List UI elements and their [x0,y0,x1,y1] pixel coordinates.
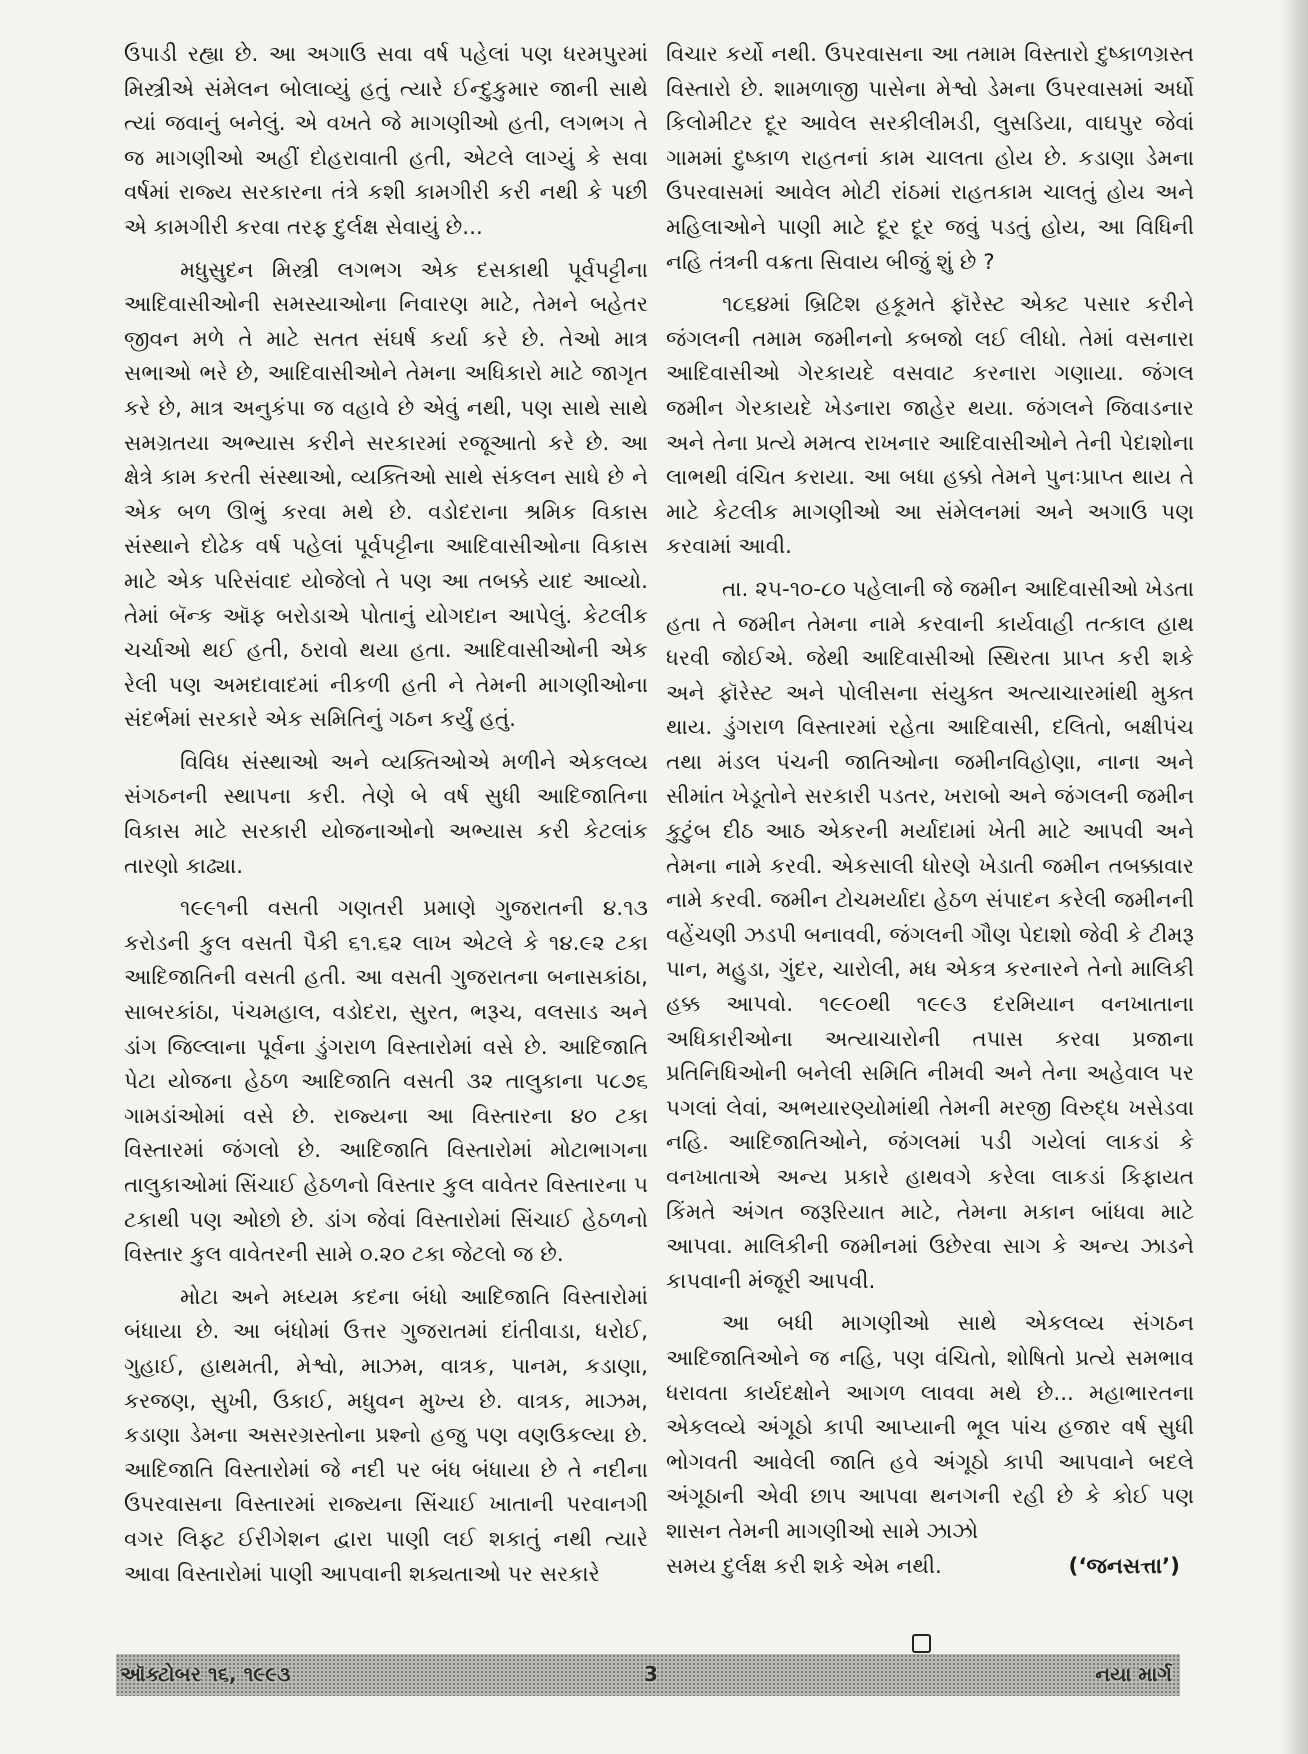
issue-date: ઑક્ટોબર ૧૬, ૧૯૯૩ [120,1662,291,1686]
right-paragraph-4-last-line: સમય દુર્લક્ષ કરી શકે એમ નથી. [666,1553,942,1579]
right-paragraph-2: ૧૮૬૪માં બ્રિટિશ હકૂમતે ફૉરેસ્ટ એક્ટ પસાર કરીને જંગલની તમામ જમીનનો કબજો લઈ લીધો. તેમાં વસનારા આદિવાસીઓ ગેરકાયદે વસવાટ કરનારા ગણાયા. જંગલ જમીન ગેરકાયદે ખેડનારા જાહેર થયા. જંગલને જિવાડનાર અને તેના પ્રત્યે મમત્વ રાખનાર આદિવાસીઓને તેની પેદાશોના લાભથી વંચિત કરાયા. આ બધા હક્કો તેમને પુનઃપ્રાપ્ત થાય તે માટે કેટલીક માગણીઓ આ સંમેલનમાં અને અગાઉ પણ કરવામાં આવી. [666,292,1194,560]
left-paragraph-4: ૧૯૯૧ની વસતી ગણતરી પ્રમાણે ગુજરાતની ૪.૧૩ કરોડની કુલ વસતી પૈકી ૬૧.૬૨ લાખ એટલે કે ૧૪.૯૨ ટકા આદિજાતિની વસતી હતી. આ વસતી ગુજરાતના બનાસકાંઠા, સાબરકાંઠા, પંચમહાલ, વડોદરા, સુરત, ભરૂચ, વલસાડ અને ડાંગ જિલ્લાના પૂર્વના ડુંગરાળ વિસ્તારોમાં વસે છે. આદિજાતિ પેટા યોજના હેઠળ આદિજાતિ વસતી ૩૨ તાલુકાના ૫૮૭૬ ગામડાંઓમાં વસે છે. રાજ્યના આ વિસ્તારના ૪૦ ટકા વિસ્તારમાં જંગલો છે. આદિજાતિ વિસ્તારોમાં મોટાભાગના તાલુકાઓમાં સિંચાઈ હેઠળનો વિસ્તાર કુલ વાવેતર વિસ્તારના ૫ ટકાથી પણ ઓછો છે. ડાંગ જેવાં વિસ્તારોમાં સિંચાઈ હેઠળનો વિસ્તાર કુલ વાવેતરની સામે ૦.૨૦ ટકા જેટલો જ છે. [124,896,648,1268]
right-paragraph-1: વિચાર કર્યો નથી. ઉપરવાસના આ તમામ વિસ્તારો દુષ્કાળગ્રસ્ત વિસ્તારો છે. શામળાજી પાસેના મેશ્વો ડેમના ઉપરવાસમાં અર્ધો કિલોમીટર દૂર આવેલ સરકીલીમડી, લુસડિયા, વાઘપુર જેવાં ગામમાં દુષ્કાળ રાહતનાં કામ ચાલતા હોય છે. કડાણા ડેમના ઉપરવાસમાં આવેલ મોટી રાંઠમાં રાહતકામ ચાલતું હોય અને મહિલાઓને પાણી માટે દૂર દૂર જવું પડતું હોય, આ વિધિની નહિ તંત્રની વક્રતા સિવાય બીજું શું છે ? [666,42,1194,275]
source-credit: (‘જનસત્તા’) [1068,1553,1180,1579]
left-paragraph-3: વિવિધ સંસ્થાઓ અને વ્યક્તિઓએ મળીને એકલવ્ય સંગઠનની સ્થાપના કરી. તેણે બે વર્ષ સુધી આદિજાતિના વિકાસ માટે સરકારી યોજનાઓનો અભ્યાસ કરી કેટલાંક તારણો કાઢ્યા. [124,749,648,879]
publication-name: નયા માર્ગ [1095,1662,1172,1686]
page-number: 3 [644,1662,658,1686]
right-column [666,38,1194,1584]
left-paragraph-2: મધુસુદન મિસ્ત્રી લગભગ એક દસકાથી પૂર્વપટ્ટીના આદિવાસીઓની સમસ્યાઓના નિવારણ માટે, તેમને બહેતર જીવન મળે તે માટે સતત સંઘર્ષ કર્યા કરે છે. તેઓ માત્ર સભાઓ ભરે છે, આદિવાસીઓને તેમના અધિકારો માટે જાગૃત કરે છે, માત્ર અનુકંપા જ વહાવે છે એવું નથી, પણ સાથે સાથે સમગ્રતયા અભ્યાસ કરીને સરકારમાં રજૂઆતો કરે છે. આ ક્ષેત્રે કામ કરતી સંસ્થાઓ, વ્યક્તિઓ સાથે સંકલન સાધે છે ને એક બળ ઊભું કરવા મથે છે. વડોદરાના શ્રમિક વિકાસ સંસ્થાને દોઢેક વર્ષ પહેલાં પૂર્વપટ્ટીના આદિવાસીઓના વિકાસ માટે એક પરિસંવાદ યોજેલો તે પણ આ તબક્કે યાદ આવ્યો. તેમાં બૅન્ક ઑફ બરોડાએ પોતાનું યોગદાન આપેલું. કેટલીક ચર્ચાઓ થઈ હતી, ઠરાવો થયા હતા. આદિવાસીઓની એક રેલી પણ અમદાવાદમાં નીકળી હતી ને તેમની માગણીઓના સંદર્ભમાં સરકારે એક સમિતિનું ગઠન કર્યું હતું. [124,257,648,733]
page-edge-shadow [1282,0,1308,1754]
left-column [124,38,648,1600]
page-footer [116,1654,1180,1696]
right-paragraph-4: આ બધી માગણીઓ સાથે એકલવ્ય સંગઠન આદિજાતિઓને જ નહિ, પણ વંચિતો, શોષિતો પ્રત્યે સમભાવ ધરાવતા કાર્યદક્ષોને આગળ લાવવા મથે છે... મહાભારતના એકલવ્યે અંગૂઠો કાપી આપ્યાની ભૂલ પાંચ હજાર વર્ષ સુધી ભોગવતી આવેલી જાતિ હવે અંગૂઠો કાપી આપવાને બદલે અંગૂઠાની એવી છાપ આપવા થનગની રહી છે કે કોઈ પણ શાસન તેમની માગણીઓ સામે ઝાઝો [666,1311,1194,1544]
right-paragraph-3: તા. ૨૫-૧૦-૮૦ પહેલાની જે જમીન આદિવાસીઓ ખેડતા હતા તે જમીન તેમના નામે કરવાની કાર્યવાહી તત્કાલ હાથ ધરવી જોઈએ. જેથી આદિવાસીઓ સ્થિરતા પ્રાપ્ત કરી શકે અને ફૉરેસ્ટ અને પોલીસના સંયુક્ત અત્યાચારમાંથી મુક્ત થાય. ડુંગરાળ વિસ્તારમાં રહેતા આદિવાસી, દલિતો, બક્ષીપંચ તથા મંડલ પંચની જાતિઓના જમીનવિહોણા, નાના અને સીમાંત ખેડૂતોને સરકારી પડતર, ખરાબો અને જંગલની જમીન કુટુંબ દીઠ આઠ એકરની મર્યાદામાં ખેતી માટે આપવી અને તેમના નામે કરવી. એકસાલી ધોરણે ખેડાતી જમીન તબક્કાવાર નામે કરવી. જમીન ટોચમર્યાદા હેઠળ સંપાદન કરેલી જમીનની વહેંચણી ઝડપી બનાવવી, જંગલની ગૌણ પેદાશો જેવી કે ટીમરૂ પાન, મહુડા, ગુંદર, ચારોલી, મધ એકત્ર કરનારને તેનો માલિકી હક્ક આપવો. ૧૯૯૦થી ૧૯૯૩ દરમિયાન વનખાતાના અધિકારીઓના અત્યાચારોની તપાસ કરવા પ્રજાના પ્રતિનિધિઓની બનેલી સમિતિ નીમવી અને તેના અહેવાલ પર પગલાં લેવાં, અભયારણ્યોમાંથી તેમની મરજી વિરુદ્ધ ખસેડવા નહિ. આદિજાતિઓને, જંગલમાં પડી ગયેલાં લાકડાં કે વનખાતાએ અન્ય પ્રકારે હાથવગે કરેલા લાકડાં કિફાયત કિંમતે અંગત જરૂરિયાત માટે, તેમના મકાન બાંધવા માટે આપવા. માલિકીની જમીનમાં ઉછેરવા સાગ કે અન્ય ઝાડને કાપવાની મંજૂરી આપવી. [666,576,1194,1294]
left-paragraph-5: મોટા અને મધ્યમ કદના બંધો આદિજાતિ વિસ્તારોમાં બંધાયા છે. આ બંધોમાં ઉત્તર ગુજરાતમાં દાંતીવાડા, ધરોઈ, ગુહાઈ, હાથમતી, મેશ્વો, માઝમ, વાત્રક, પાનમ, કડાણા, કરજણ, સુખી, ઉકાઈ, મધુવન મુખ્ય છે. વાત્રક, માઝમ, કડાણા ડેમના અસરગ્રસ્તોના પ્રશ્નો હજુ પણ વણઉકલ્યા છે. આદિજાતિ વિસ્તારોમાં જે નદી પર બંધ બંધાયા છે તે નદીના ઉપરવાસના વિસ્તારમાં રાજ્યના સિંચાઈ ખાતાની પરવાનગી વગર લિફ્ટ ઈરીગેશન દ્વારા પાણી લઈ શકાતું નથી ત્યારે આવા વિસ્તારોમાં પાણી આપવાની શક્યતાઓ પર સરકારે [124,1284,648,1587]
end-of-article-mark [912,1634,931,1653]
left-paragraph-1: ઉપાડી રહ્યા છે. આ અગાઉ સવા વર્ષ પહેલાં પણ ધરમપુરમાં મિસ્ત્રીએ સંમેલન બોલાવ્યું હતું ત્યારે ઈન્દુકુમાર જાની સાથે ત્યાં જવાનું બનેલું. એ વખતે જે માગણીઓ હતી, લગભગ તે જ માગણીઓ અહીં દોહરાવાતી હતી, એટલે લાગ્યું કે સવા વર્ષમાં રાજ્ય સરકારના તંત્રે કશી કામગીરી કરી નથી કે પછી એ કામગીરી કરવા તરફ દુર્લક્ષ સેવાયું છે... [124,42,648,240]
closing-line [666,1550,1194,1585]
